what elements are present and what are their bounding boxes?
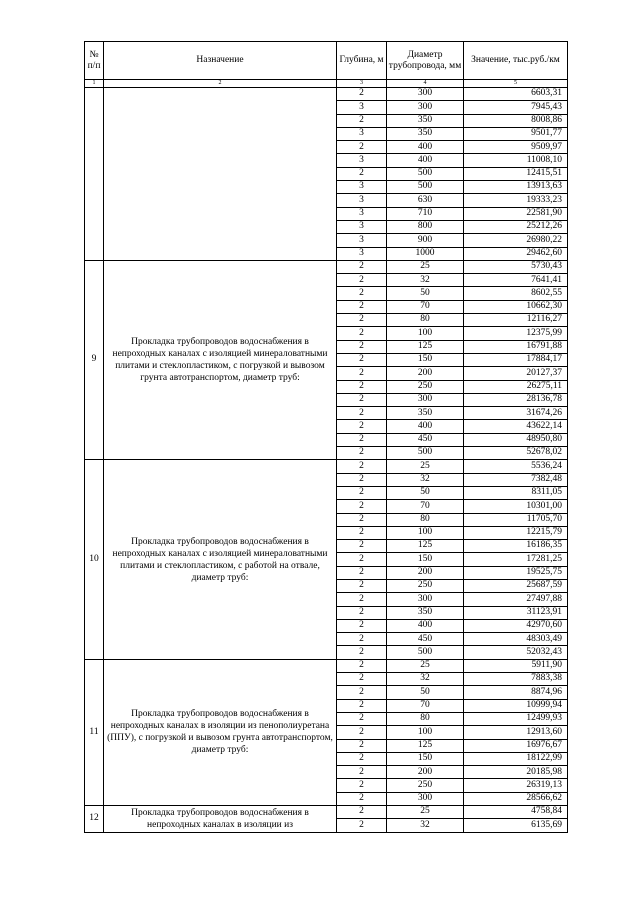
- depth-cell: 3: [337, 181, 387, 194]
- diameter-cell: 100: [387, 726, 464, 739]
- column-number: 3: [337, 80, 387, 88]
- value-cell: 26319,13: [464, 779, 568, 792]
- value-cell: 19525,75: [464, 566, 568, 579]
- depth-cell: 2: [337, 274, 387, 287]
- diameter-cell: 900: [387, 234, 464, 247]
- value-cell: 42970,60: [464, 619, 568, 632]
- value-cell: 31674,26: [464, 407, 568, 420]
- depth-cell: 2: [337, 819, 387, 832]
- depth-cell: 2: [337, 380, 387, 393]
- value-cell: 11008,10: [464, 154, 568, 167]
- item-description: Прокладка трубопроводов водоснабжения в непроходных каналах с изоляцией минераловатными плитами и стеклопластиком, с работой на отвале, диаметр труб:: [104, 460, 337, 659]
- value-cell: 7641,41: [464, 274, 568, 287]
- depth-cell: 2: [337, 500, 387, 513]
- column-numbers-row: [85, 80, 568, 88]
- depth-cell: 2: [337, 553, 387, 566]
- depth-cell: 2: [337, 646, 387, 659]
- diameter-cell: 200: [387, 566, 464, 579]
- value-cell: 27497,88: [464, 593, 568, 606]
- depth-cell: 3: [337, 127, 387, 140]
- value-cell: 25687,59: [464, 579, 568, 592]
- diameter-cell: 80: [387, 712, 464, 725]
- value-cell: 10999,94: [464, 699, 568, 712]
- value-cell: 4758,84: [464, 806, 568, 819]
- value-cell: 13913,63: [464, 181, 568, 194]
- diameter-cell: 25: [387, 260, 464, 273]
- diameter-cell: 125: [387, 540, 464, 553]
- value-cell: 31123,91: [464, 606, 568, 619]
- diameter-cell: 350: [387, 606, 464, 619]
- diameter-cell: 150: [387, 553, 464, 566]
- diameter-cell: 32: [387, 673, 464, 686]
- diameter-cell: 125: [387, 340, 464, 353]
- table-row: [85, 460, 568, 473]
- depth-cell: 3: [337, 234, 387, 247]
- value-cell: 19333,23: [464, 194, 568, 207]
- value-cell: 10301,00: [464, 500, 568, 513]
- value-cell: 12499,93: [464, 712, 568, 725]
- diameter-cell: 300: [387, 101, 464, 114]
- depth-cell: 2: [337, 792, 387, 805]
- value-cell: 12375,99: [464, 327, 568, 340]
- depth-cell: 2: [337, 314, 387, 327]
- value-cell: 16186,35: [464, 540, 568, 553]
- value-cell: 8311,05: [464, 486, 568, 499]
- depth-cell: 2: [337, 447, 387, 460]
- diameter-cell: 350: [387, 127, 464, 140]
- value-cell: 11705,70: [464, 513, 568, 526]
- price-table: [84, 41, 568, 833]
- depth-cell: 3: [337, 247, 387, 260]
- header-row: [85, 42, 568, 80]
- value-cell: 12116,27: [464, 314, 568, 327]
- value-cell: 7945,43: [464, 101, 568, 114]
- diameter-cell: 400: [387, 141, 464, 154]
- depth-cell: 2: [337, 526, 387, 539]
- diameter-cell: 80: [387, 513, 464, 526]
- depth-cell: 2: [337, 340, 387, 353]
- diameter-cell: 50: [387, 686, 464, 699]
- column-number: 5: [464, 80, 568, 88]
- header-no: № п/п: [85, 42, 104, 80]
- column-number: 2: [104, 80, 337, 88]
- value-cell: 7883,38: [464, 673, 568, 686]
- item-description: [104, 88, 337, 261]
- diameter-cell: 1000: [387, 247, 464, 260]
- value-cell: 52032,43: [464, 646, 568, 659]
- depth-cell: 2: [337, 686, 387, 699]
- item-number: 10: [85, 460, 104, 659]
- diameter-cell: 100: [387, 327, 464, 340]
- value-cell: 5730,43: [464, 260, 568, 273]
- depth-cell: 2: [337, 712, 387, 725]
- diameter-cell: 80: [387, 314, 464, 327]
- depth-cell: 2: [337, 766, 387, 779]
- depth-cell: 2: [337, 806, 387, 819]
- diameter-cell: 70: [387, 300, 464, 313]
- depth-cell: 2: [337, 540, 387, 553]
- value-cell: 52678,02: [464, 447, 568, 460]
- depth-cell: 2: [337, 420, 387, 433]
- depth-cell: 2: [337, 141, 387, 154]
- value-cell: 16976,67: [464, 739, 568, 752]
- header-name: Назначение: [104, 42, 337, 80]
- depth-cell: 2: [337, 593, 387, 606]
- diameter-cell: 500: [387, 646, 464, 659]
- diameter-cell: 25: [387, 460, 464, 473]
- depth-cell: 2: [337, 260, 387, 273]
- column-number: 1: [85, 80, 104, 88]
- value-cell: 17884,17: [464, 353, 568, 366]
- value-cell: 8602,55: [464, 287, 568, 300]
- table-row: [85, 88, 568, 101]
- diameter-cell: 300: [387, 792, 464, 805]
- item-number: 12: [85, 806, 104, 833]
- value-cell: 48950,80: [464, 433, 568, 446]
- diameter-cell: 70: [387, 500, 464, 513]
- diameter-cell: 250: [387, 380, 464, 393]
- diameter-cell: 300: [387, 593, 464, 606]
- depth-cell: 2: [337, 367, 387, 380]
- depth-cell: 2: [337, 433, 387, 446]
- value-cell: 12913,60: [464, 726, 568, 739]
- diameter-cell: 200: [387, 766, 464, 779]
- diameter-cell: 300: [387, 88, 464, 101]
- item-description: Прокладка трубопроводов водоснабжения в непроходных каналах в изоляции из пенополиуретана (ППУ), с погрузкой и вывозом грунта автотранспортом, диаметр труб:: [104, 659, 337, 805]
- depth-cell: 2: [337, 353, 387, 366]
- depth-cell: 2: [337, 619, 387, 632]
- depth-cell: 2: [337, 473, 387, 486]
- depth-cell: 2: [337, 327, 387, 340]
- depth-cell: 2: [337, 779, 387, 792]
- value-cell: 7382,48: [464, 473, 568, 486]
- value-cell: 5911,90: [464, 659, 568, 672]
- diameter-cell: 250: [387, 579, 464, 592]
- depth-cell: 3: [337, 154, 387, 167]
- depth-cell: 3: [337, 207, 387, 220]
- depth-cell: 2: [337, 673, 387, 686]
- value-cell: 5536,24: [464, 460, 568, 473]
- diameter-cell: 450: [387, 633, 464, 646]
- table-row: [85, 260, 568, 273]
- value-cell: 17281,25: [464, 553, 568, 566]
- header-value: Значение, тыс.руб./км: [464, 42, 568, 80]
- value-cell: 20127,37: [464, 367, 568, 380]
- diameter-cell: 50: [387, 287, 464, 300]
- value-cell: 28566,62: [464, 792, 568, 805]
- diameter-cell: 400: [387, 619, 464, 632]
- diameter-cell: 50: [387, 486, 464, 499]
- depth-cell: 2: [337, 486, 387, 499]
- diameter-cell: 350: [387, 407, 464, 420]
- value-cell: 18122,99: [464, 752, 568, 765]
- diameter-cell: 350: [387, 114, 464, 127]
- diameter-cell: 710: [387, 207, 464, 220]
- depth-cell: 3: [337, 101, 387, 114]
- depth-cell: 2: [337, 88, 387, 101]
- value-cell: 6603,31: [464, 88, 568, 101]
- diameter-cell: 250: [387, 779, 464, 792]
- item-number: [85, 88, 104, 261]
- header-depth: Глубина, м: [337, 42, 387, 80]
- diameter-cell: 25: [387, 659, 464, 672]
- value-cell: 10662,30: [464, 300, 568, 313]
- diameter-cell: 500: [387, 181, 464, 194]
- header-diameter: Диаметр трубопровода, мм: [387, 42, 464, 80]
- table-row: [85, 659, 568, 672]
- column-number: 4: [387, 80, 464, 88]
- depth-cell: 2: [337, 726, 387, 739]
- depth-cell: 2: [337, 633, 387, 646]
- diameter-cell: 300: [387, 393, 464, 406]
- diameter-cell: 32: [387, 473, 464, 486]
- depth-cell: 2: [337, 566, 387, 579]
- depth-cell: 2: [337, 606, 387, 619]
- depth-cell: 2: [337, 699, 387, 712]
- value-cell: 48303,49: [464, 633, 568, 646]
- diameter-cell: 400: [387, 420, 464, 433]
- depth-cell: 3: [337, 220, 387, 233]
- diameter-cell: 450: [387, 433, 464, 446]
- diameter-cell: 32: [387, 274, 464, 287]
- depth-cell: 2: [337, 300, 387, 313]
- value-cell: 12215,79: [464, 526, 568, 539]
- item-number: 9: [85, 260, 104, 459]
- value-cell: 8874,96: [464, 686, 568, 699]
- depth-cell: 2: [337, 114, 387, 127]
- diameter-cell: 70: [387, 699, 464, 712]
- diameter-cell: 400: [387, 154, 464, 167]
- diameter-cell: 100: [387, 526, 464, 539]
- diameter-cell: 32: [387, 819, 464, 832]
- depth-cell: 2: [337, 579, 387, 592]
- diameter-cell: 150: [387, 353, 464, 366]
- depth-cell: 2: [337, 393, 387, 406]
- value-cell: 26980,22: [464, 234, 568, 247]
- depth-cell: 2: [337, 460, 387, 473]
- value-cell: 12415,51: [464, 167, 568, 180]
- table-row: [85, 806, 568, 819]
- value-cell: 16791,88: [464, 340, 568, 353]
- value-cell: 9501,77: [464, 127, 568, 140]
- value-cell: 22581,90: [464, 207, 568, 220]
- value-cell: 43622,14: [464, 420, 568, 433]
- diameter-cell: 150: [387, 752, 464, 765]
- depth-cell: 2: [337, 513, 387, 526]
- value-cell: 8008,86: [464, 114, 568, 127]
- value-cell: 28136,78: [464, 393, 568, 406]
- item-description: Прокладка трубопроводов водоснабжения в непроходных каналах в изоляции из: [104, 806, 337, 833]
- depth-cell: 2: [337, 167, 387, 180]
- diameter-cell: 125: [387, 739, 464, 752]
- depth-cell: 2: [337, 407, 387, 420]
- diameter-cell: 25: [387, 806, 464, 819]
- value-cell: 25212,26: [464, 220, 568, 233]
- diameter-cell: 630: [387, 194, 464, 207]
- value-cell: 9509,97: [464, 141, 568, 154]
- item-description: Прокладка трубопроводов водоснабжения в непроходных каналах с изоляцией минераловатными плитами и стеклопластиком, с погрузкой и вывозом грунта автотранспортом, диаметр труб:: [104, 260, 337, 459]
- depth-cell: 2: [337, 659, 387, 672]
- diameter-cell: 800: [387, 220, 464, 233]
- item-number: 11: [85, 659, 104, 805]
- value-cell: 6135,69: [464, 819, 568, 832]
- diameter-cell: 200: [387, 367, 464, 380]
- diameter-cell: 500: [387, 447, 464, 460]
- diameter-cell: 500: [387, 167, 464, 180]
- depth-cell: 2: [337, 752, 387, 765]
- depth-cell: 3: [337, 194, 387, 207]
- value-cell: 26275,11: [464, 380, 568, 393]
- depth-cell: 2: [337, 739, 387, 752]
- value-cell: 20185,98: [464, 766, 568, 779]
- depth-cell: 2: [337, 287, 387, 300]
- value-cell: 29462,60: [464, 247, 568, 260]
